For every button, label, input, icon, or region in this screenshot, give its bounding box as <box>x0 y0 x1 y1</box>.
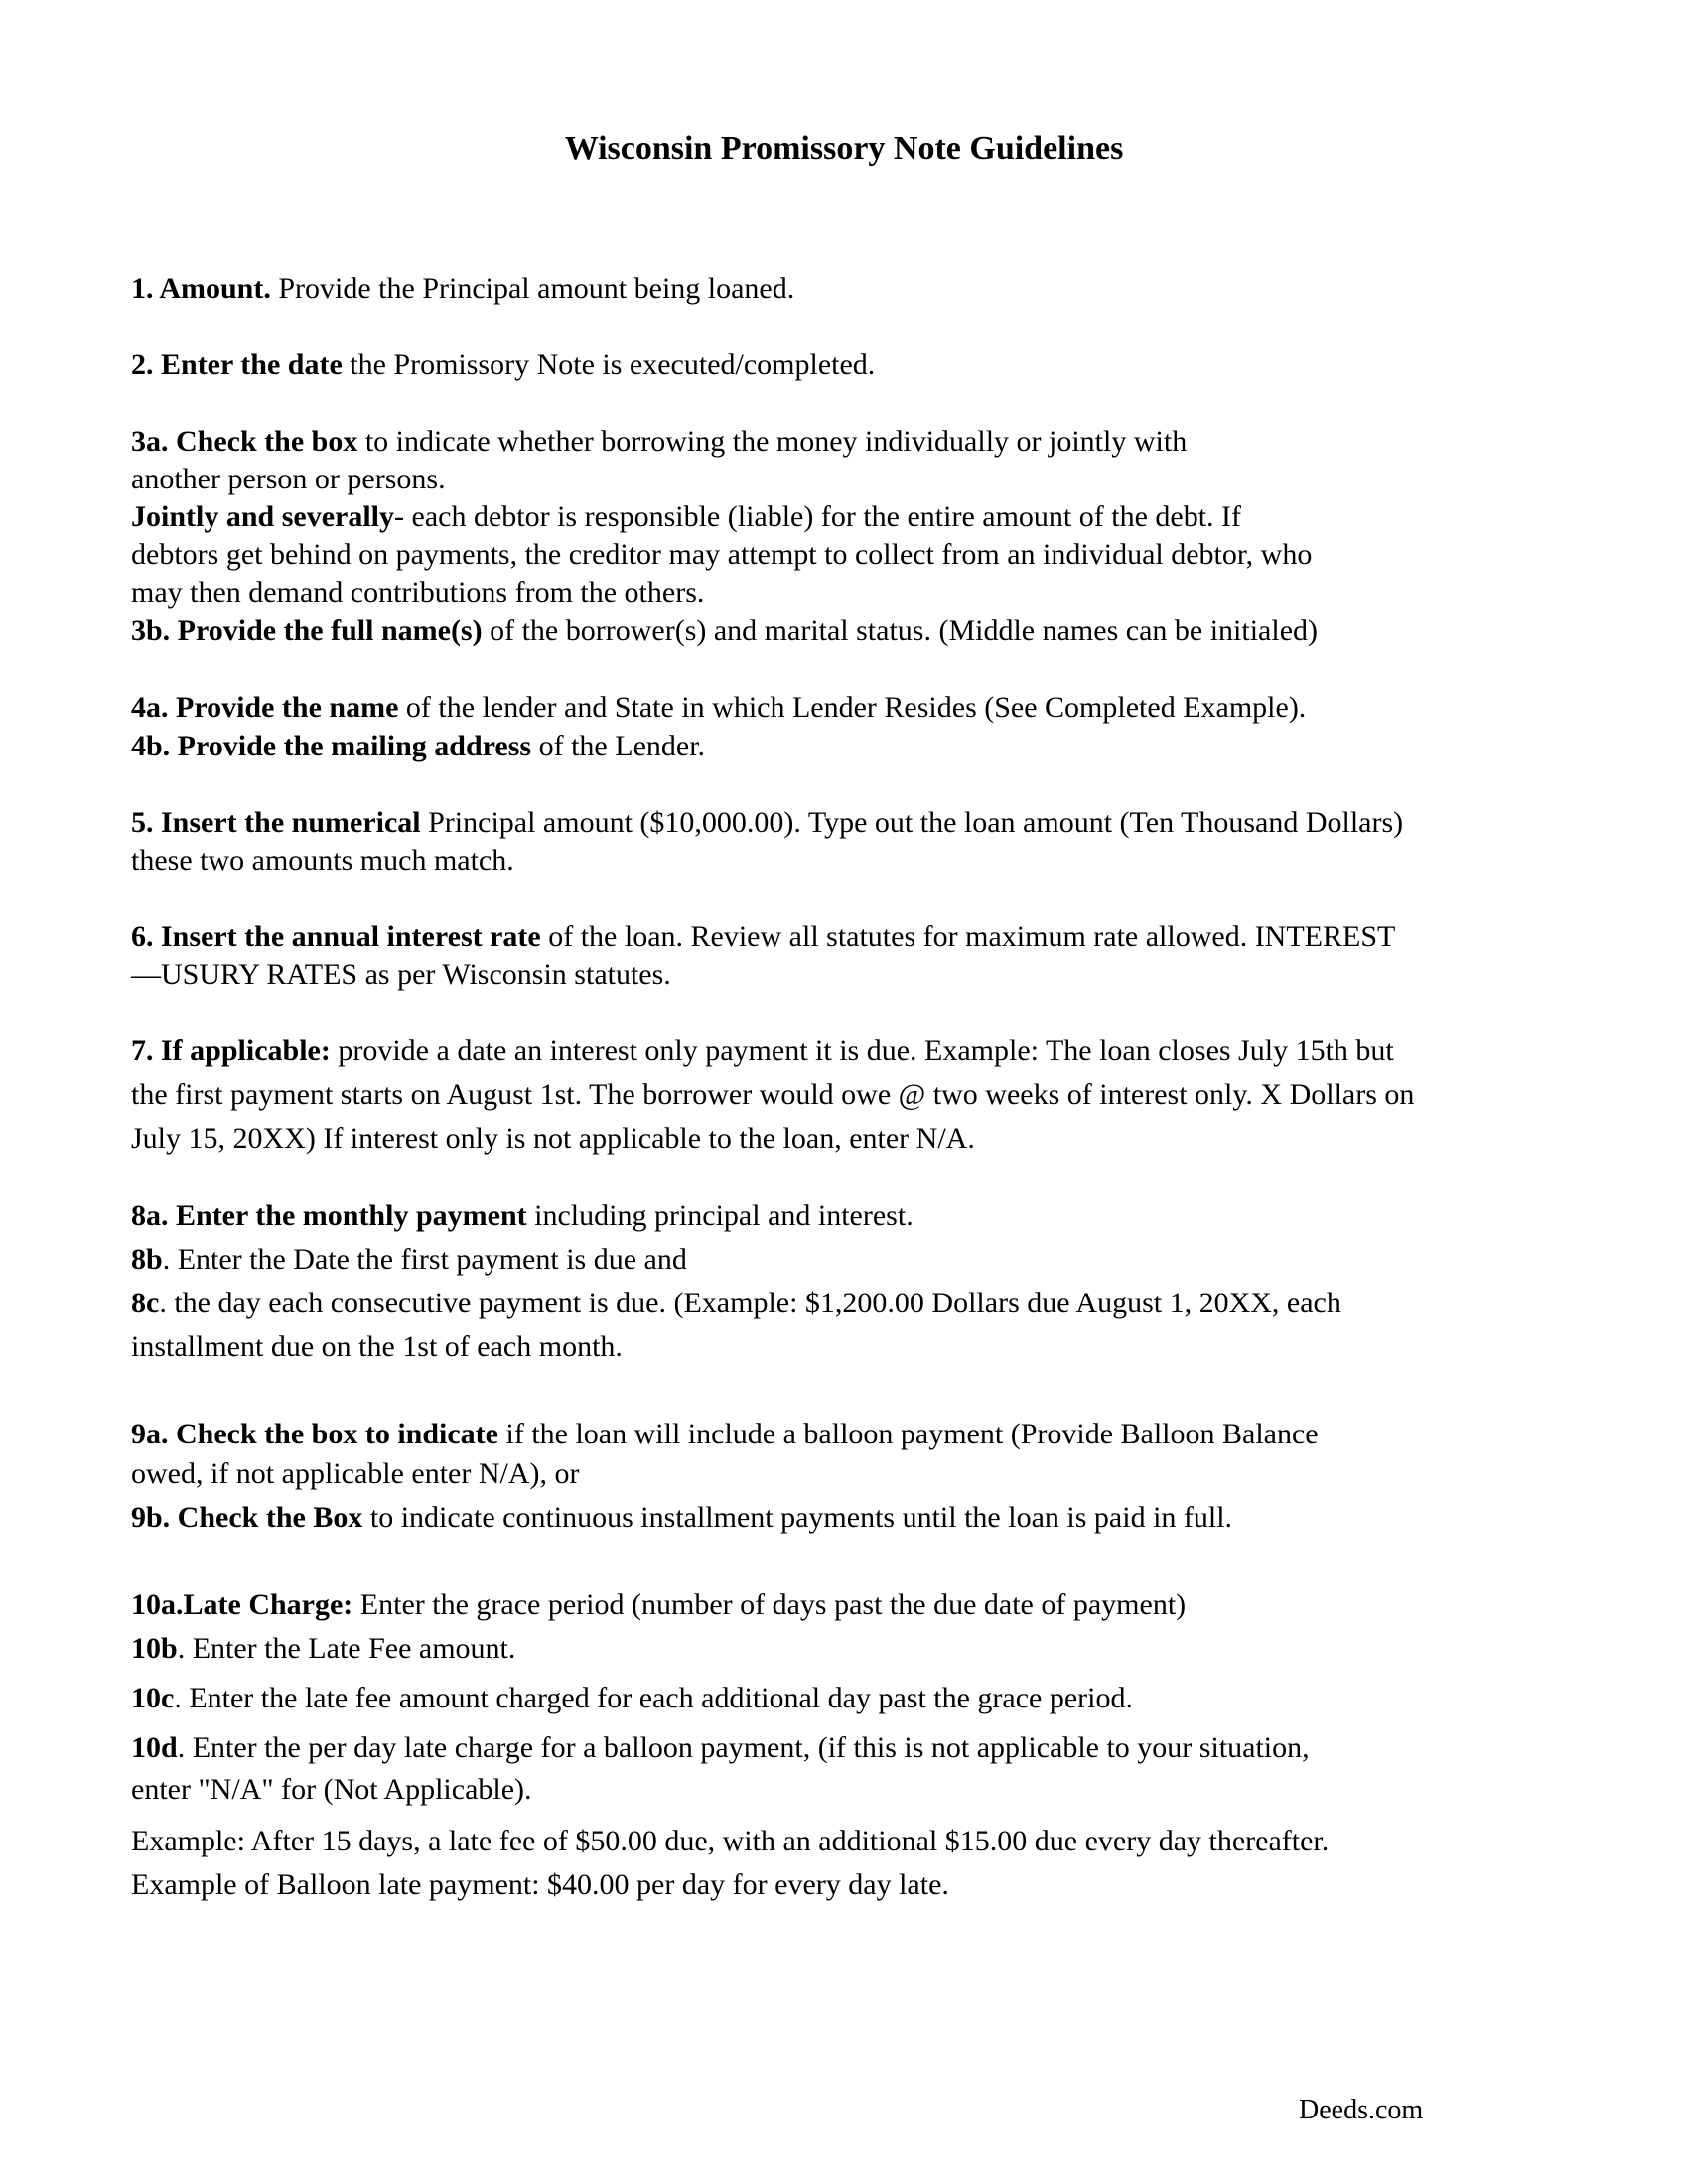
guideline-text: of the lender and State in which Lender Resides (See Completed Example). <box>398 691 1307 724</box>
guideline-text: to indicate continuous installment payments until the loan is paid in full. <box>362 1501 1233 1534</box>
guideline-heading: 9b. Check the Box <box>131 1501 363 1534</box>
guideline-heading: 7. If applicable: <box>131 1034 331 1067</box>
guideline-line <box>131 1416 1319 1453</box>
guideline-line <box>131 728 705 765</box>
guideline-line <box>131 1285 1341 1322</box>
guideline-line <box>131 1241 687 1279</box>
guideline-text: may then demand contributions from the others. <box>131 576 705 609</box>
guideline-line <box>131 1729 1310 1767</box>
guideline-text: . Enter the late fee amount charged for each additional day past the grace period. <box>174 1682 1134 1714</box>
guideline-line <box>131 804 1403 842</box>
guideline-line <box>131 346 875 384</box>
guideline-text: . Enter the per day late charge for a balloon payment, (if this is not applicable to your situation, <box>177 1731 1310 1764</box>
guideline-line <box>131 1586 1186 1624</box>
guideline-heading: 10c <box>131 1682 175 1714</box>
guideline-heading: 3a. Check the box <box>131 425 358 458</box>
guideline-heading: 10d <box>131 1731 178 1764</box>
guideline-heading: 6. Insert the annual interest rate <box>131 920 541 953</box>
guideline-line <box>131 461 446 498</box>
guideline-line <box>131 1328 623 1366</box>
guideline-text: of the borrower(s) and marital status. (Middle names can be initialed) <box>482 614 1319 647</box>
guideline-line <box>131 270 794 308</box>
guideline-text: Enter the grace period (number of days past the due date of payment) <box>352 1588 1187 1621</box>
guideline-text: enter "N/A" for (Not Applicable). <box>131 1773 532 1806</box>
guideline-text: Example of Balloon late payment: $40.00 per day for every day late. <box>131 1868 949 1901</box>
guideline-text: Provide the Principal amount being loaned. <box>270 272 795 305</box>
guideline-heading: 9a. Check the box to indicate <box>131 1418 498 1450</box>
guideline-line <box>131 1823 1329 1860</box>
guideline-heading: 10b <box>131 1632 178 1665</box>
guideline-heading: 10a.Late Charge: <box>131 1588 353 1621</box>
guideline-line <box>131 423 1187 461</box>
guideline-text: the first payment starts on August 1st. The borrower would owe @ two weeks of interest only. X Dollars on <box>131 1078 1415 1111</box>
guideline-line <box>131 1630 515 1668</box>
guideline-text: if the loan will include a balloon payment (Provide Balloon Balance <box>498 1418 1319 1450</box>
guideline-line <box>131 1771 532 1809</box>
guideline-text: July 15, 20XX) If interest only is not applicable to the loan, enter N/A. <box>131 1122 975 1155</box>
guideline-line <box>131 498 1241 536</box>
guideline-line <box>131 1076 1414 1114</box>
guideline-heading: 8b <box>131 1243 163 1276</box>
guideline-text: these two amounts much match. <box>131 844 514 877</box>
guideline-text: Example: After 15 days, a late fee of $50.00 due, with an additional $15.00 due every day thereafter. <box>131 1825 1330 1857</box>
guideline-line <box>131 689 1306 727</box>
guideline-text: another person or persons. <box>131 463 446 495</box>
guideline-heading: Jointly and severally <box>131 500 395 533</box>
guideline-text: owed, if not applicable enter N/A), or <box>131 1457 580 1490</box>
guideline-line <box>131 842 514 880</box>
guideline-text: the Promissory Note is executed/completed. <box>342 348 876 381</box>
guideline-text: . Enter the Late Fee amount. <box>177 1632 516 1665</box>
guideline-text: to indicate whether borrowing the money individually or jointly with <box>357 425 1188 458</box>
guideline-heading: 8c <box>131 1287 160 1319</box>
footer-brand: Deeds.com <box>1299 2095 1424 2125</box>
guideline-line <box>131 1866 949 1904</box>
guideline-line <box>131 918 1395 956</box>
guideline-line <box>131 956 671 994</box>
guideline-heading: 4b. Provide the mailing address <box>131 730 532 762</box>
guideline-text: installment due on the 1st of each month. <box>131 1330 623 1363</box>
guideline-text: . Enter the Date the first payment is due and <box>162 1243 687 1276</box>
guideline-line <box>131 1680 1133 1717</box>
guideline-text: debtors get behind on payments, the creditor may attempt to collect from an individual debtor, who <box>131 538 1313 571</box>
guideline-heading: 4a. Provide the name <box>131 691 399 724</box>
guideline-line <box>131 1197 914 1235</box>
guideline-text: of the loan. Review all statutes for maximum rate allowed. INTEREST <box>540 920 1396 953</box>
guideline-line <box>131 574 704 612</box>
guideline-line <box>131 1455 580 1493</box>
guideline-text: . the day each consecutive payment is due. (Example: $1,200.00 Dollars due August 1, 20XX, each <box>159 1287 1341 1319</box>
guideline-text: Principal amount ($10,000.00). Type out the loan amount (Ten Thousand Dollars) <box>420 806 1404 839</box>
guideline-text: —USURY RATES as per Wisconsin statutes. <box>131 958 671 991</box>
guideline-line <box>131 1120 975 1158</box>
guideline-line <box>131 1499 1232 1537</box>
guideline-line <box>131 536 1312 574</box>
document-title: Wisconsin Promissory Note Guidelines <box>564 130 1124 167</box>
guideline-heading: 3b. Provide the full name(s) <box>131 614 483 647</box>
guideline-line <box>131 1032 1394 1070</box>
guideline-line <box>131 613 1318 650</box>
guideline-text: provide a date an interest only payment it is due. Example: The loan closes July 15th but <box>330 1034 1394 1067</box>
guideline-text: - each debtor is responsible (liable) for the entire amount of the debt. If <box>394 500 1242 533</box>
guideline-heading: 2. Enter the date <box>131 348 343 381</box>
guideline-text: including principal and interest. <box>526 1199 914 1232</box>
guideline-heading: 5. Insert the numerical <box>131 806 421 839</box>
guideline-heading: 8a. Enter the monthly payment <box>131 1199 527 1232</box>
guideline-heading: 1. Amount. <box>131 272 271 305</box>
guideline-text: of the Lender. <box>531 730 706 762</box>
